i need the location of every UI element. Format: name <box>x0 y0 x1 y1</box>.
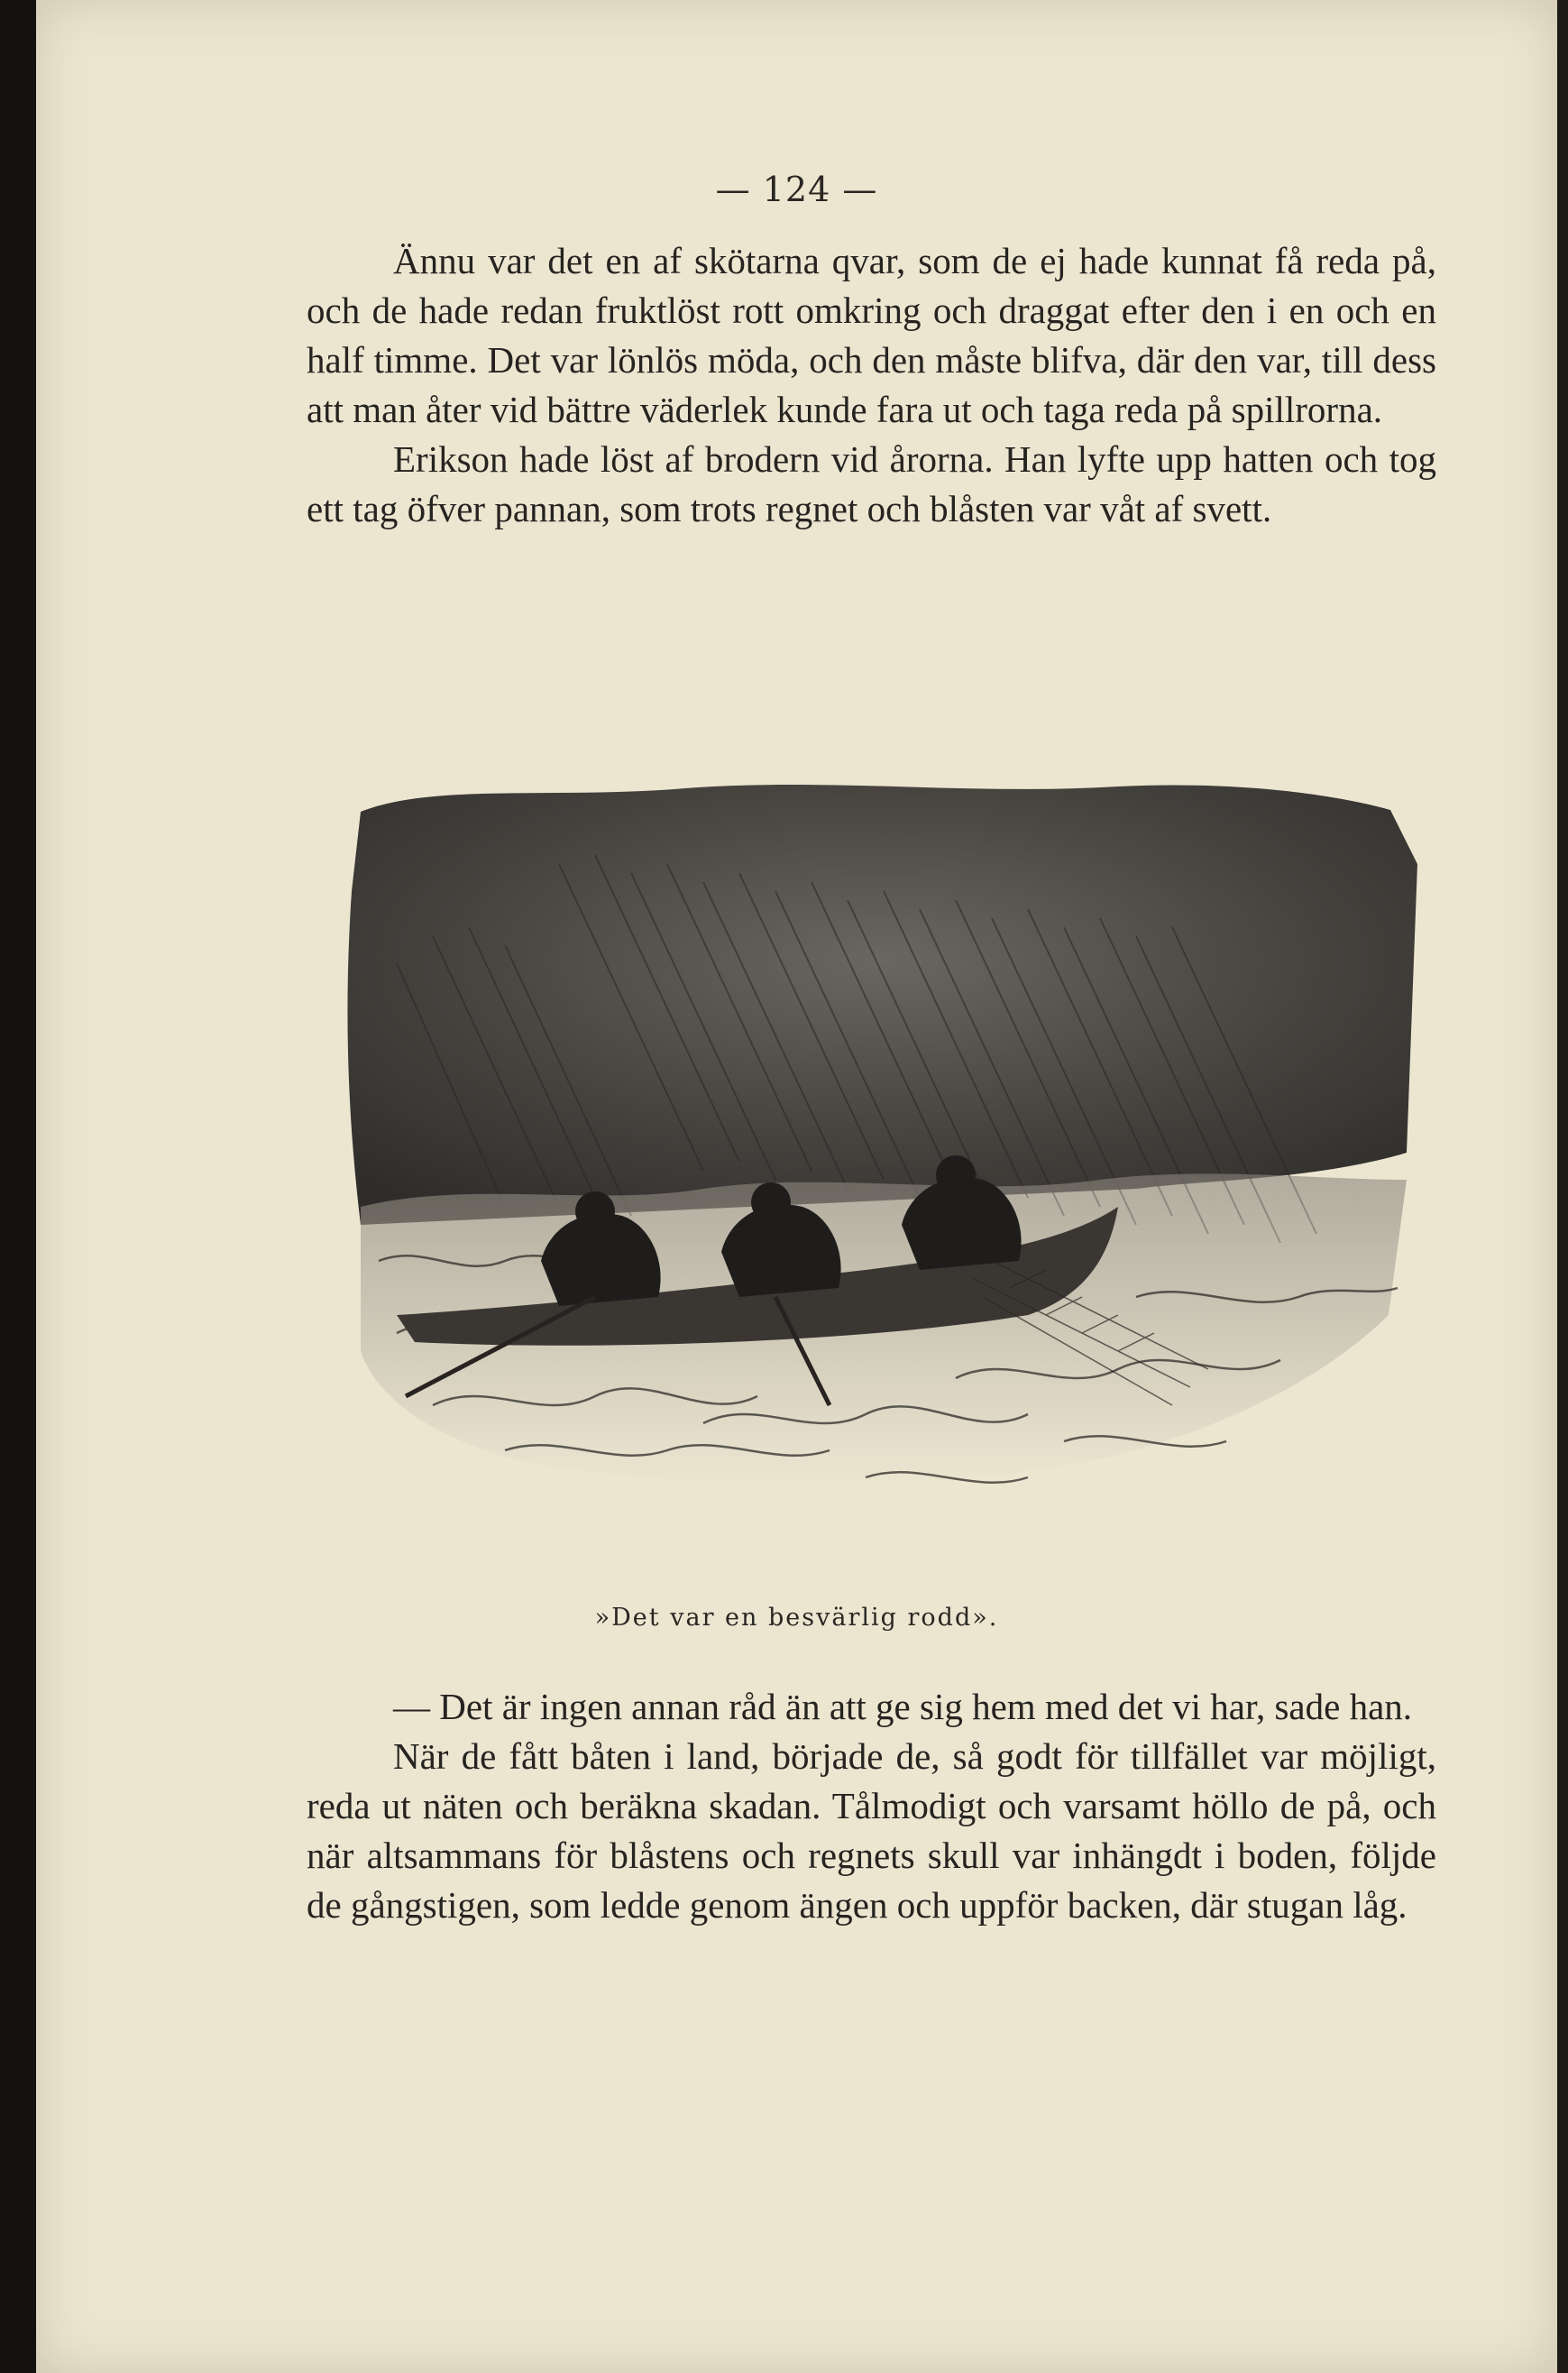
storm-sky <box>347 785 1417 1225</box>
page-number: — 124 — <box>715 170 878 209</box>
page-edge <box>1557 0 1568 2373</box>
book-binding-edge <box>0 0 36 2373</box>
text-block-bottom <box>307 1682 1436 1930</box>
paragraph: När de fått båten i land, började de, så godt för tillfället var möjligt, reda ut näten och beräkna skadan. Tålmodigt och varsamt höllo de på, och när altsammans för blåstens och regnets skull var inhängdt i boden, följde de gångstigen, som ledde genom ängen och uppför backen, där stugan låg. <box>307 1735 1436 1926</box>
illustration-drawing <box>325 756 1434 1568</box>
paragraph: Ännu var det en af skötarna qvar, som de ej hade kunnat få reda på, och de hade redan fruktlöst rott omkring och draggat efter den i en och en half timme. Det var lönlös möda, och den måste blifva, där den var, till dess att man åter vid bättre väderlek kunde fara ut och taga reda på spillrorna. <box>307 240 1436 430</box>
text-block-top <box>307 236 1436 534</box>
paragraph: Erikson hade löst af brodern vid årorna. Han lyfte upp hatten och tog ett tag öfver pannan, som trots regnet och blåsten var våt af svett. <box>307 438 1436 529</box>
book-page <box>36 0 1557 2373</box>
storm-rowing-illustration <box>325 756 1434 1568</box>
paragraph: — Det är ingen annan råd än att ge sig hem med det vi har, sade han. <box>393 1686 1413 1727</box>
illustration-caption: »Det var en besvärlig rodd». <box>594 1604 999 1632</box>
